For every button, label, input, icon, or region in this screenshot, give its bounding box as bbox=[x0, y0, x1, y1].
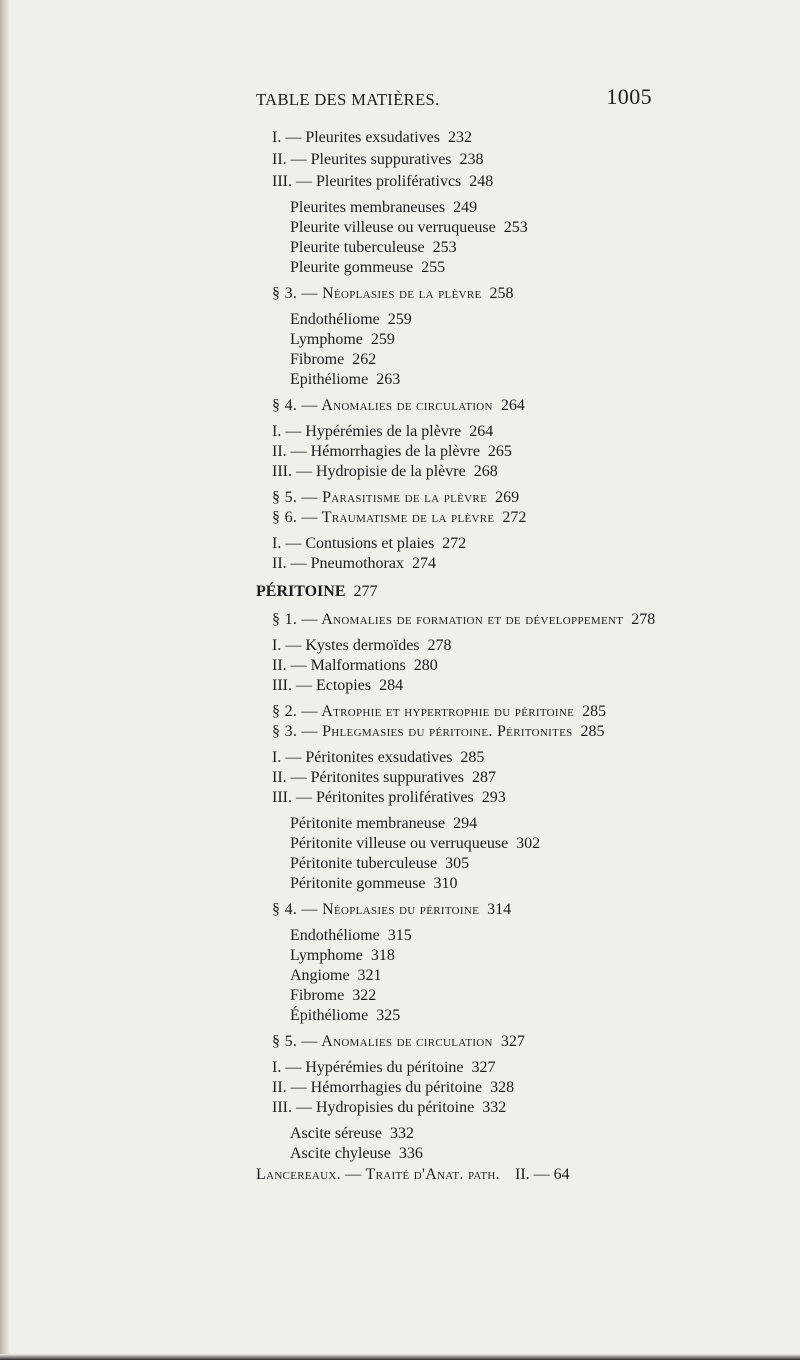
toc-entry-label: Péritonite membraneuse bbox=[290, 815, 446, 832]
footer-author: Lancereaux. — Traité d'Anat. path. bbox=[256, 1166, 500, 1183]
toc-entry-page: 285 bbox=[580, 723, 605, 740]
toc-entry-label: I. — Pleurites exsudatives bbox=[272, 129, 440, 146]
toc-entry-label: Angiome bbox=[290, 967, 350, 984]
toc-entry-page: 294 bbox=[453, 815, 478, 832]
toc-entry-page: 264 bbox=[469, 423, 494, 440]
toc-entry-label: § 6. — Traumatisme de la plèvre bbox=[272, 509, 495, 526]
toc-entry-label: Endothéliome bbox=[290, 311, 380, 328]
toc-entry-label: II. — Hémorrhagies de la plèvre bbox=[272, 443, 480, 460]
toc-entry-label: Endothéliome bbox=[290, 927, 380, 944]
toc-entry-label: Lymphome bbox=[290, 947, 363, 964]
toc-entry-page: 321 bbox=[357, 967, 382, 984]
toc-entry-page: 278 bbox=[631, 611, 656, 628]
toc-entry-label: III. — Hydropisie de la plèvre bbox=[272, 463, 466, 480]
toc-entry-page: 259 bbox=[370, 331, 395, 348]
toc-entry-label: Epithéliome bbox=[290, 371, 369, 388]
toc-entry-page: 263 bbox=[376, 371, 401, 388]
toc-entry-label: II. — Péritonites suppuratives bbox=[272, 769, 464, 786]
toc-entry-page: 272 bbox=[502, 509, 527, 526]
toc-entry-page: 274 bbox=[411, 555, 436, 572]
toc-entry-label: Ascite séreuse bbox=[290, 1125, 382, 1142]
toc-entry-label: III. — Péritonites prolifératives bbox=[272, 789, 474, 806]
toc-entry-label: I. — Péritonites exsudatives bbox=[272, 749, 453, 766]
toc-entry-page: 318 bbox=[370, 947, 395, 964]
toc-entry-page: 332 bbox=[389, 1125, 414, 1142]
toc-entry-label: § 3. — Phlegmasies du péritoine. Péritonites bbox=[272, 723, 573, 740]
toc-entry-label: PÉRITOINE bbox=[256, 583, 346, 600]
toc-entry-label: Péritonite tuberculeuse bbox=[290, 855, 438, 872]
toc-entry-label: II. — Malformations bbox=[272, 657, 406, 674]
toc-entry-page: 327 bbox=[500, 1033, 525, 1050]
toc-entry-page: 249 bbox=[453, 199, 478, 216]
toc-entry-label: III. — Ectopies bbox=[272, 677, 372, 694]
toc-entry-page: 302 bbox=[516, 835, 541, 852]
toc-entry-label: Ascite chyleuse bbox=[290, 1145, 391, 1162]
toc-entry-page: 253 bbox=[503, 219, 528, 236]
toc-entry-label: I. — Kystes dermoïdes bbox=[272, 637, 420, 654]
toc-entry-page: 265 bbox=[487, 443, 512, 460]
toc-entry-label: § 5. — Anomalies de circulation bbox=[272, 1033, 493, 1050]
toc-entry-page: 262 bbox=[352, 351, 377, 368]
toc-entry-page: 328 bbox=[490, 1079, 515, 1096]
toc-entry-page: 305 bbox=[445, 855, 470, 872]
toc-entry-page: 277 bbox=[353, 583, 378, 600]
toc-entry-page: 285 bbox=[582, 703, 607, 720]
toc-entry-label: II. — Hémorrhagies du péritoine bbox=[272, 1079, 483, 1096]
toc-entry-page: 280 bbox=[413, 657, 438, 674]
toc-entry-page: 268 bbox=[473, 463, 498, 480]
toc-entry-page: 322 bbox=[352, 987, 377, 1004]
book-spine-shadow bbox=[0, 0, 10, 1360]
toc-entry-label: Fibrome bbox=[290, 987, 345, 1004]
toc-entry-page: 293 bbox=[481, 789, 506, 806]
toc-entry-page: 325 bbox=[376, 1007, 401, 1024]
toc-entry-label: § 4. — Anomalies de circulation bbox=[272, 397, 493, 414]
toc-entry-page: 269 bbox=[495, 489, 520, 506]
toc-entry-page: 327 bbox=[471, 1059, 496, 1076]
toc-entry-label: II. — Pleurites suppuratives bbox=[272, 151, 452, 168]
toc-entry-page: 272 bbox=[442, 535, 467, 552]
toc-entry-page: 255 bbox=[421, 259, 446, 276]
toc-entry-label: Fibrome bbox=[290, 351, 345, 368]
running-title: TABLE DES MATIÈRES. bbox=[256, 90, 440, 109]
toc-entry-label: Lymphome bbox=[290, 331, 363, 348]
toc-entry-label: Péritonite villeuse ou verruqueuse bbox=[290, 835, 509, 852]
page-number: 1005 bbox=[606, 84, 652, 109]
toc-entry-page: 315 bbox=[387, 927, 412, 944]
toc-entry-page: 238 bbox=[459, 151, 484, 168]
toc-entry-page: 332 bbox=[482, 1099, 507, 1116]
toc-entry-label: Pleurites membraneuses bbox=[290, 199, 446, 216]
page-footer bbox=[0, 1166, 800, 1186]
toc-entry-label: I. — Contusions et plaies bbox=[272, 535, 435, 552]
toc-entry-label: I. — Hypérémies du péritoine bbox=[272, 1059, 464, 1076]
toc-entry-page: 310 bbox=[433, 875, 458, 892]
signature-mark: II. — 64 bbox=[515, 1166, 570, 1183]
toc-entry-label: § 4. — Néoplasies du péritoine bbox=[272, 901, 480, 918]
toc-entry-page: 259 bbox=[387, 311, 412, 328]
toc-entry-page: 287 bbox=[471, 769, 496, 786]
toc-entry-label: III. — Pleurites proliférativcs bbox=[272, 173, 462, 190]
toc-entry-label: Pleurite gommeuse bbox=[290, 259, 414, 276]
toc-entry-label: Pleurite villeuse ou verruqueuse bbox=[290, 219, 496, 236]
toc-entry-label: I. — Hypérémies de la plèvre bbox=[272, 423, 462, 440]
toc-entry-label: Pleurite tuberculeuse bbox=[290, 239, 425, 256]
toc-entry-page: 258 bbox=[489, 285, 514, 302]
toc-entry-page: 278 bbox=[427, 637, 452, 654]
toc-entry-label: Péritonite gommeuse bbox=[290, 875, 426, 892]
toc-entry-label: § 5. — Parasitisme de la plèvre bbox=[272, 489, 488, 506]
toc-entry-label: Épithéliome bbox=[290, 1007, 369, 1024]
toc-entry-page: 314 bbox=[487, 901, 512, 918]
toc-entry-page: 285 bbox=[460, 749, 485, 766]
toc-entry-page: 336 bbox=[398, 1145, 423, 1162]
toc-entry-label: § 2. — Atrophie et hypertrophie du péritoine bbox=[272, 703, 575, 720]
toc-entry-label: § 1. — Anomalies de formation et de développement bbox=[272, 611, 624, 628]
toc-entry-page: 248 bbox=[469, 173, 494, 190]
toc-entry-page: 232 bbox=[447, 129, 472, 146]
toc-entry-page: 253 bbox=[432, 239, 457, 256]
page-bottom-edge bbox=[0, 1354, 800, 1360]
page-header bbox=[256, 82, 652, 112]
toc-entry-label: III. — Hydropisies du péritoine bbox=[272, 1099, 475, 1116]
toc-entry-page: 284 bbox=[379, 677, 404, 694]
toc-entry-label: § 3. — Néoplasies de la plèvre bbox=[272, 285, 482, 302]
toc-entry-page: 264 bbox=[500, 397, 525, 414]
toc-entry-label: II. — Pneumothorax bbox=[272, 555, 404, 572]
